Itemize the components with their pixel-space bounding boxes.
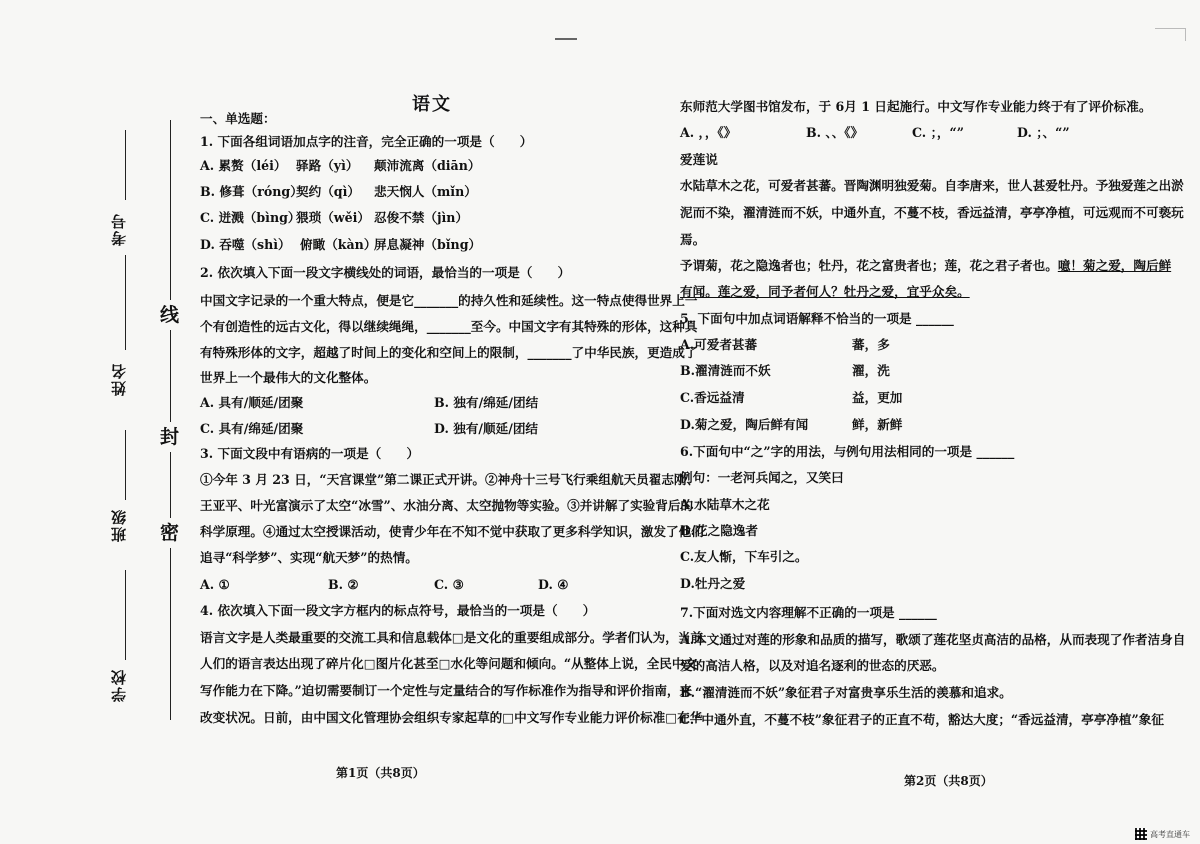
essay-underlined-line: 有闻。莲之爱，同予者何人？牡丹之爱，宜乎众矣。 bbox=[680, 284, 970, 299]
q6-option-c[interactable]: C.友人惭，下车引之。 bbox=[680, 549, 808, 564]
q1-option-b-1: B. 修葺（róng） bbox=[200, 184, 303, 199]
q7-line: B.“濯清涟而不妖”象征君子对富贵享乐生活的羡慕和追求。 bbox=[680, 685, 1012, 700]
q1-option-c-3: 忍俊不禁（jìn） bbox=[374, 210, 469, 225]
q2-passage-line: 世界上一个最伟大的文化整体。 bbox=[200, 370, 377, 385]
essay-line: 泥而不染，濯清涟而不妖，中通外直，不蔓不枝，香远益清，亭亭净植，可远观而不可亵玩 bbox=[680, 205, 1184, 220]
q2-option-a[interactable]: A. 具有/顺延/团聚 bbox=[200, 395, 304, 410]
page-footer-left: 第1页（共8页） bbox=[336, 766, 425, 780]
q2-stem: 2. 依次填入下面一段文字横线处的词语，最恰当的一项是（ ） bbox=[200, 265, 571, 280]
q3-option-c[interactable]: C. ③ bbox=[434, 577, 464, 592]
q4-passage-line: 改变状况。日前，由中国文化管理协会组织专家起草的□中文写作专业能力评价标准□在华 bbox=[200, 710, 703, 725]
q1-option-a-1: A. 累赘（léi） bbox=[200, 158, 287, 173]
q4-option-a[interactable]: A. ，，《》 bbox=[680, 125, 737, 140]
q3-passage-line: ①今年 3 月 23 日，“天宫课堂”第二课正式开讲。②神舟十三号飞行乘组航天员翟志刚、 bbox=[200, 472, 700, 487]
fill-line-school[interactable] bbox=[125, 570, 126, 660]
q4-option-d[interactable]: D. ；、“” bbox=[1017, 125, 1070, 140]
q1-option-d-3: 屏息凝神（bǐng） bbox=[374, 237, 482, 252]
q1-option-d-1: D. 吞噬（shì） bbox=[200, 237, 291, 252]
q6-option-b[interactable]: B.花之隐逸者 bbox=[680, 523, 758, 538]
q4-option-b[interactable]: B. 、、《》 bbox=[806, 125, 864, 140]
fill-line-name[interactable] bbox=[125, 255, 126, 350]
essay-underlined-text: 噫！菊之爱，陶后鲜 bbox=[1057, 258, 1172, 273]
q4-passage-line: 语言文字是人类最重要的交流工具和信息载体□是文化的重要组成部分。学者们认为，当前 bbox=[200, 630, 704, 645]
q1-stem: 1. 下面各组词语加点字的注音，完全正确的一项是（ ） bbox=[200, 134, 533, 149]
page-footer-right: 第2页（共8页） bbox=[904, 774, 993, 788]
section-heading: 一、单选题： bbox=[200, 111, 276, 126]
watermark-stamp bbox=[1135, 828, 1190, 840]
q3-passage-line: 科学原理。④通过太空授课活动，使青少年在不知不觉中获取了更多科学知识，激发了他们 bbox=[200, 524, 704, 539]
q3-option-a[interactable]: A. ① bbox=[200, 577, 230, 592]
q5-option-a-gloss: 蕃，多 bbox=[852, 337, 890, 352]
q6-option-d[interactable]: D.牡丹之爱 bbox=[680, 576, 746, 591]
q3-option-d[interactable]: D. ④ bbox=[538, 577, 569, 592]
binding-line bbox=[170, 120, 171, 720]
q4-stem: 4. 依次填入下面一段文字方框内的标点符号，最恰当的一项是（ ） bbox=[200, 603, 596, 618]
scan-corner bbox=[1155, 28, 1186, 41]
page-title: 语文 bbox=[412, 94, 452, 115]
label-class: 班级 bbox=[110, 508, 128, 542]
seal-word-xian: 线 bbox=[160, 300, 179, 330]
q5-option-b-gloss: 濯，洗 bbox=[852, 363, 890, 378]
essay-line: 水陆草木之花，可爱者甚蕃。晋陶渊明独爱菊。自李唐来，世人甚爱牡丹。予独爱莲之出淤 bbox=[680, 178, 1184, 193]
essay-text: 予谓菊，花之隐逸者也；牡丹，花之富贵者也；莲，花之君子者也。 bbox=[680, 258, 1058, 273]
seal-word-feng: 封 bbox=[160, 422, 179, 452]
q6-option-a[interactable]: A.水陆草木之花 bbox=[680, 497, 770, 512]
q2-passage-line: 有特殊形体的文字，超越了时间上的变化和空间上的限制，_______了中华民族，更造成了 bbox=[200, 345, 698, 360]
q7-line: 爱的高洁人格，以及对追名逐利的世态的厌恶。 bbox=[680, 658, 945, 673]
essay-line bbox=[680, 257, 1171, 275]
q1-option-a-3: 颠沛流离（diān） bbox=[374, 158, 481, 173]
q5-option-d[interactable]: D.菊之爱，陶后鲜有闻 bbox=[680, 417, 809, 432]
q1-option-a-2: 驿路（yì） bbox=[296, 158, 359, 173]
q5-option-b[interactable]: B.濯清涟而不妖 bbox=[680, 363, 771, 378]
watermark-text: 高考直通车 bbox=[1150, 829, 1190, 839]
fill-line-exam-number[interactable] bbox=[125, 130, 126, 200]
label-exam-number: 考号 bbox=[110, 212, 128, 246]
q2-passage-line: 中国文字记录的一个重大特点，便是它_______的持久性和延续性。这一特点使得世界上一 bbox=[200, 293, 698, 308]
qr-code-icon bbox=[1135, 828, 1147, 840]
q7-stem: 7.下面对选文内容理解不正确的一项是 ______ bbox=[680, 605, 937, 620]
q1-option-c-2: 猥琐（wěi） bbox=[296, 210, 371, 225]
q1-option-b-3: 悲天悯人（mǐn） bbox=[374, 184, 477, 199]
q2-passage-line: 个有创造性的远古文化，得以继续绳绳，_______至今。中国文字有其特殊的形体，这种具 bbox=[200, 319, 698, 334]
q2-option-b[interactable]: B. 独有/绵延/团结 bbox=[434, 395, 539, 410]
q1-option-b-2: 契约（qì） bbox=[296, 184, 360, 199]
q4-continuation: 东师范大学图书馆发布，于 6月 1 日起施行。中文写作专业能力终于有了评价标准。 bbox=[680, 99, 1152, 114]
q6-stem: 6.下面句中“之”字的用法，与例句用法相同的一项是 ______ bbox=[680, 444, 1015, 459]
scan-mark bbox=[555, 38, 577, 40]
q3-passage-line: 王亚平、叶光富演示了太空“冰雪”、水油分离、太空抛物等实验。③并讲解了实验背后的 bbox=[200, 498, 694, 513]
q3-option-b[interactable]: B. ② bbox=[328, 577, 359, 592]
q5-option-c[interactable]: C.香远益清 bbox=[680, 390, 745, 405]
seal-word-mi: 密 bbox=[160, 518, 179, 548]
q5-option-a[interactable]: A.可爱者甚蕃 bbox=[680, 337, 758, 352]
q7-line: A.本文通过对莲的形象和品质的描写，歌颂了莲花坚贞高洁的品格，从而表现了作者洁身自 bbox=[680, 632, 1186, 647]
q2-option-c[interactable]: C. 具有/绵延/团聚 bbox=[200, 421, 304, 436]
q7-line: C.“中通外直，不蔓不枝”象征君子的正直不苟，豁达大度；“香远益清，亭亭净植”象征 bbox=[680, 712, 1164, 727]
essay-title: 爱莲说 bbox=[680, 152, 718, 167]
q4-option-c[interactable]: C. ；，“” bbox=[912, 125, 964, 140]
q3-passage-line: 追寻“科学梦”、实现“航天梦”的热情。 bbox=[200, 550, 418, 565]
q3-stem: 3. 下面文段中有语病的一项是（ ） bbox=[200, 446, 420, 461]
q5-option-c-gloss: 益，更加 bbox=[852, 390, 903, 405]
q1-option-d-2: 俯瞰（kàn） bbox=[300, 237, 377, 252]
q5-option-d-gloss: 鲜，新鲜 bbox=[852, 417, 903, 432]
label-school: 学校 bbox=[110, 668, 128, 702]
q5-stem: 5. 下面句中加点词语解释不恰当的一项是 ______ bbox=[680, 311, 954, 326]
q6-example: 例句：一老河兵闻之，又笑曰 bbox=[680, 470, 844, 485]
fill-line-class[interactable] bbox=[125, 430, 126, 500]
essay-line: 焉。 bbox=[680, 232, 706, 247]
label-name: 姓名 bbox=[110, 362, 128, 396]
q1-option-c-1: C. 迸溅（bìng） bbox=[200, 210, 301, 225]
q2-option-d[interactable]: D. 独有/顺延/团结 bbox=[434, 421, 539, 436]
q4-passage-line: 写作能力在下降。”迫切需要制订一个定性与定量结合的写作标准作为指导和评价指南，来 bbox=[200, 683, 693, 698]
q4-passage-line: 人们的语言表达出现了碎片化□图片化甚至□水化等问题和倾向。“从整体上说，全民中文 bbox=[200, 656, 698, 671]
